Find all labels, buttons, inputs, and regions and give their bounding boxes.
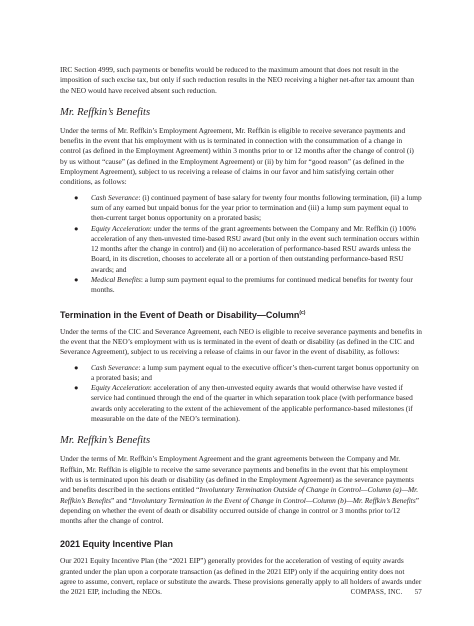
list-item: ● Equity Acceleration: under the terms of the grant agreements between the Company and Mr. Reffkin (i) 100% acceleration of any then-unvested time-based RSU award (but only in the event such termination occurs within 12 months after the change in control) and (ii) no acceleration of performance-based RSU awards unless the Board, in its discretion, chooses to accelerate all or a portion of then outstanding performance-based RSU awards; and <box>74 223 420 274</box>
death-disability-heading: Termination in the Event of Death or Disability—Column$^{(c)}$ <box>60 309 306 320</box>
reffkin-benefits-heading-2: Mr. Reffkin’s Benefits <box>60 435 151 447</box>
reffkin-benefits-list <box>60 193 422 296</box>
bullet-icon: ● <box>74 362 79 372</box>
reffkin-benefits-heading: Mr. Reffkin’s Benefits <box>60 106 151 118</box>
bullet-icon: ● <box>74 192 79 202</box>
list-item: ● Equity Acceleration: acceleration of any then-unvested equity awards that would otherwise have vested if service had continued through the end of the quarter in which separation took place (with performance based awards only accelerating to the extent of the achievement of the applicable performance-based milestones (if measurable on the date of the NEO’s termination). <box>74 383 413 424</box>
reffkin-benefits-paragraph: Under the terms of Mr. Reffkin’s Employment Agreement, Mr. Reffkin is eligible to receive severance payments and benefits in the event that his employment with us is terminated in connection with the consummation of a change in control (as defined in the Employment Agreement) within 3 months prior to or 12 months after the change of control (i) by us without “cause” (as defined in the Employment Agreement) or (ii) by him for “good reason” (as defined in the Employment Agreement), subject to us receiving a release of claims in our favor and him satisfying certain other conditions, as follows: <box>60 125 414 187</box>
list-item: ● Cash Severance: (i) continued payment of base salary for twenty four months following termination, (ii) a lump sum of any earned but unpaid bonus for the year prior to termination and (iii) a lump sum payment equal to then-current target bonus opportunity on a prorated basis; <box>74 192 422 223</box>
document-page <box>60 0 422 603</box>
list-item: ● Medical Benefits: a lump sum payment equal to the premiums for continued medical benefits for twenty four months. <box>74 275 413 295</box>
page-footer <box>351 588 422 596</box>
eip-heading: 2021 Equity Incentive Plan <box>60 539 174 550</box>
footer-company: COMPASS, INC. <box>350 588 403 596</box>
bullet-icon: ● <box>74 275 79 285</box>
page-number: 57 <box>414 588 422 596</box>
bullet-icon: ● <box>74 383 79 393</box>
death-disability-paragraph: Under the terms of the CIC and Severance Agreement, each NEO is eligible to receive severance payments and benefits in the event that the NEO’s employment with us is terminated in the event of death or disability (as defined in the CIC and Severance Agreement), subject to us receiving a release of claims in our favor in the event of disability, as follows: <box>60 326 423 357</box>
bullet-icon: ● <box>74 223 79 233</box>
death-disability-list <box>60 363 422 425</box>
reffkin-benefits-paragraph-2: Under the terms of Mr. Reffkin’s Employment Agreement and the grant agreements between the Company and Mr. Reffkin, Mr. Reffkin is eligible to receive the same severance payments and benefits in the event that his employment with us is terminated upon his death or disability (as defined in the Employment Agreement) as the severance payments and benefits described in the sections entitled “Involuntary Termination Outside of Change in Control—Column (a)—Mr. Reffkin’s Benefits” and “Involuntary Termination in the Event of Change in Control—Column (b)—Mr. Reffkin’s Benefits” depending on whether the event of death or disability occurred outside of change in control or 3 months prior to/12 months after the change of control. <box>60 454 420 526</box>
eip-paragraph: Our 2021 Equity Incentive Plan (the “2021 EIP”) generally provides for the acceleration of vesting of equity awards granted under the plan upon a corporate transaction (as defined in the 2021 EIP) only if the acquiring entity does not agree to assume, convert, replace or substitute the awards. These provisions generally apply to all holders of awards under the 2021 EIP, including the NEOs. <box>60 556 422 597</box>
list-item: ● Cash Severance: a lump sum payment equal to the executive officer’s then-current target bonus opportunity on a prorated basis; and <box>74 362 419 382</box>
intro-paragraph: IRC Section 4999, such payments or benefits would be reduced to the maximum amount that does not result in the imposition of such excise tax, but only if such reduction results in the NEO receiving a higher net-after tax amount than the NEO would have received absent such reduction. <box>60 65 415 95</box>
